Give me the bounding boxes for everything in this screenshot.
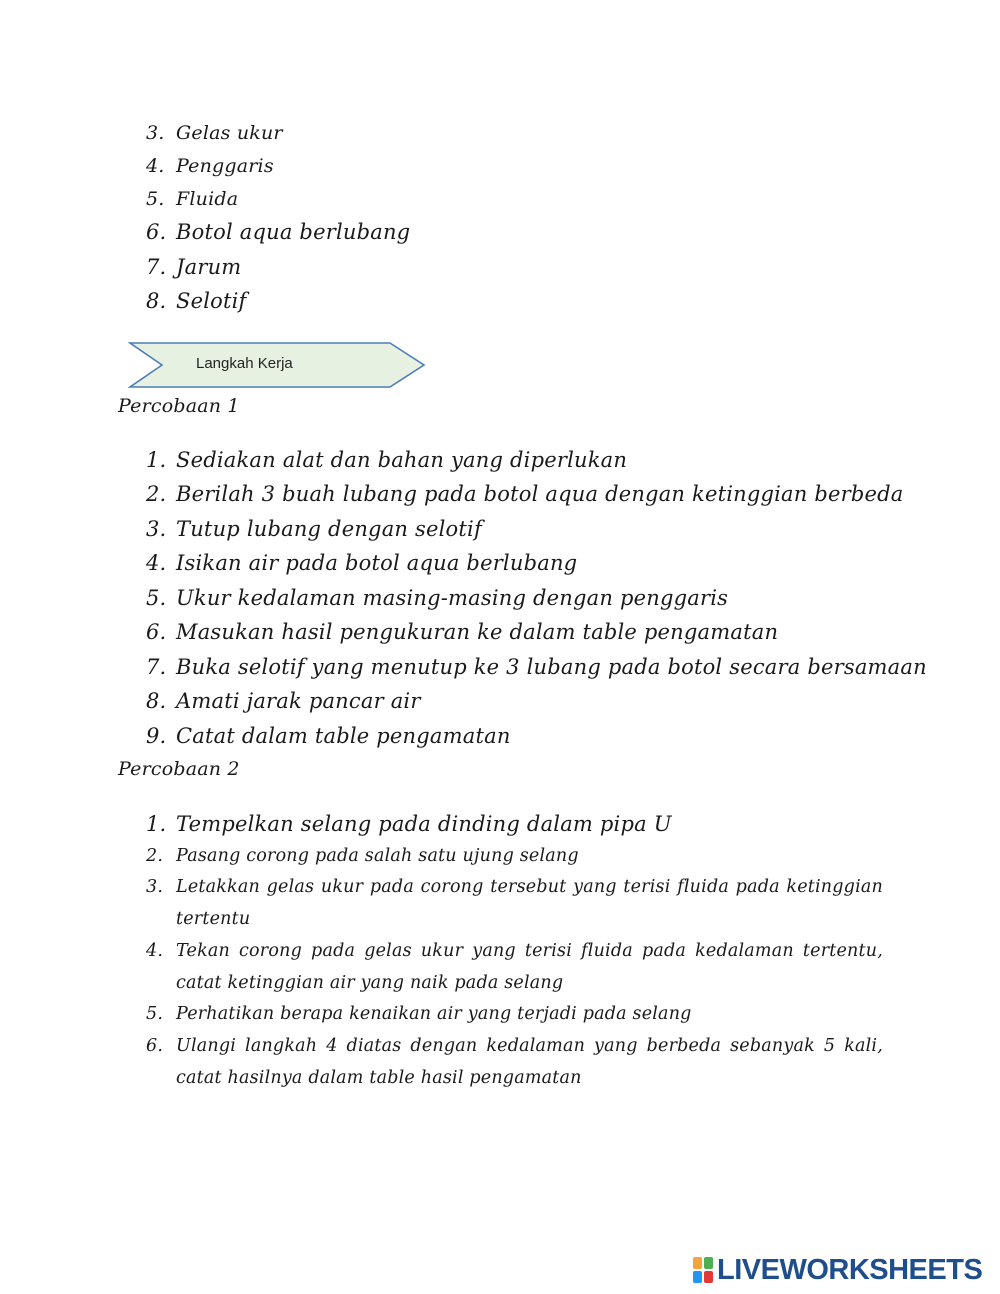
item-text: Isikan air pada botol aqua berlubang [176, 551, 578, 575]
item-text: Perhatikan berapa kenaikan air yang terjadi pada selang [176, 1004, 692, 1024]
item-number: 1. [146, 812, 167, 836]
item-number: 2. [146, 846, 164, 866]
item-text: Amati jarak pancar air [176, 689, 421, 713]
item-number: 6. [146, 620, 167, 644]
item-text: Catat dalam table pengamatan [176, 724, 511, 748]
item-number: 6. [146, 1036, 164, 1056]
item-text: Fluida [176, 188, 239, 210]
item-number: 3. [146, 122, 165, 144]
item-text: Gelas ukur [176, 122, 283, 144]
item-number: 3. [146, 877, 164, 897]
item-number: 4. [146, 941, 164, 961]
item-number: 5. [146, 586, 167, 610]
item-text: Penggaris [176, 155, 274, 177]
item-number: 7. [146, 255, 167, 279]
liveworksheets-logo-icon [693, 1257, 713, 1283]
item-text: Masukan hasil pengukuran ke dalam table pengamatan [176, 620, 779, 644]
item-number: 5. [146, 188, 165, 210]
item-number: 6. [146, 220, 167, 244]
item-text: Pasang corong pada salah satu ujung selang [176, 846, 579, 866]
item-number: 5. [146, 1004, 164, 1024]
liveworksheets-logo [693, 1253, 982, 1287]
item-text: Sediakan alat dan bahan yang diperlukan [176, 448, 628, 472]
item-number: 8. [146, 689, 167, 713]
item-number: 4. [146, 551, 167, 575]
item-text: Jarum [176, 255, 242, 279]
item-text: Buka selotif yang menutup ke 3 lubang pada botol secara bersamaan [176, 655, 927, 679]
item-number: 9. [146, 724, 167, 748]
percobaan-1-title: Percobaan 1 [118, 395, 240, 417]
item-number: 7. [146, 655, 167, 679]
item-text: Tekan corong pada gelas ukur yang terisi fluida pada kedalaman tertentu, catat ketinggian air yang naik pada selang [176, 941, 883, 993]
item-text: Ukur kedalaman masing-masing dengan penggaris [176, 586, 729, 610]
banner-label: Langkah Kerja [196, 355, 293, 372]
item-text: Berilah 3 buah lubang pada botol aqua dengan ketinggian berbeda [176, 482, 904, 506]
item-text: Tutup lubang dengan selotif [176, 517, 482, 541]
item-number: 2. [146, 482, 167, 506]
percobaan-2-title: Percobaan 2 [118, 758, 240, 780]
logo-text: LIVEWORKSHEETS [717, 1253, 983, 1286]
item-text: Botol aqua berlubang [176, 220, 411, 244]
item-number: 8. [146, 289, 167, 313]
item-text: Selotif [176, 289, 247, 313]
item-number: 3. [146, 517, 167, 541]
item-text: Tempelkan selang pada dinding dalam pipa U [176, 812, 672, 836]
item-number: 4. [146, 155, 165, 177]
item-text: Ulangi langkah 4 diatas dengan kedalaman yang berbeda sebanyak 5 kali, catat hasilnya dalam table hasil pengamatan [176, 1036, 883, 1088]
item-number: 1. [146, 448, 167, 472]
item-text: Letakkan gelas ukur pada corong tersebut yang terisi fluida pada ketinggian tertentu [176, 877, 883, 929]
